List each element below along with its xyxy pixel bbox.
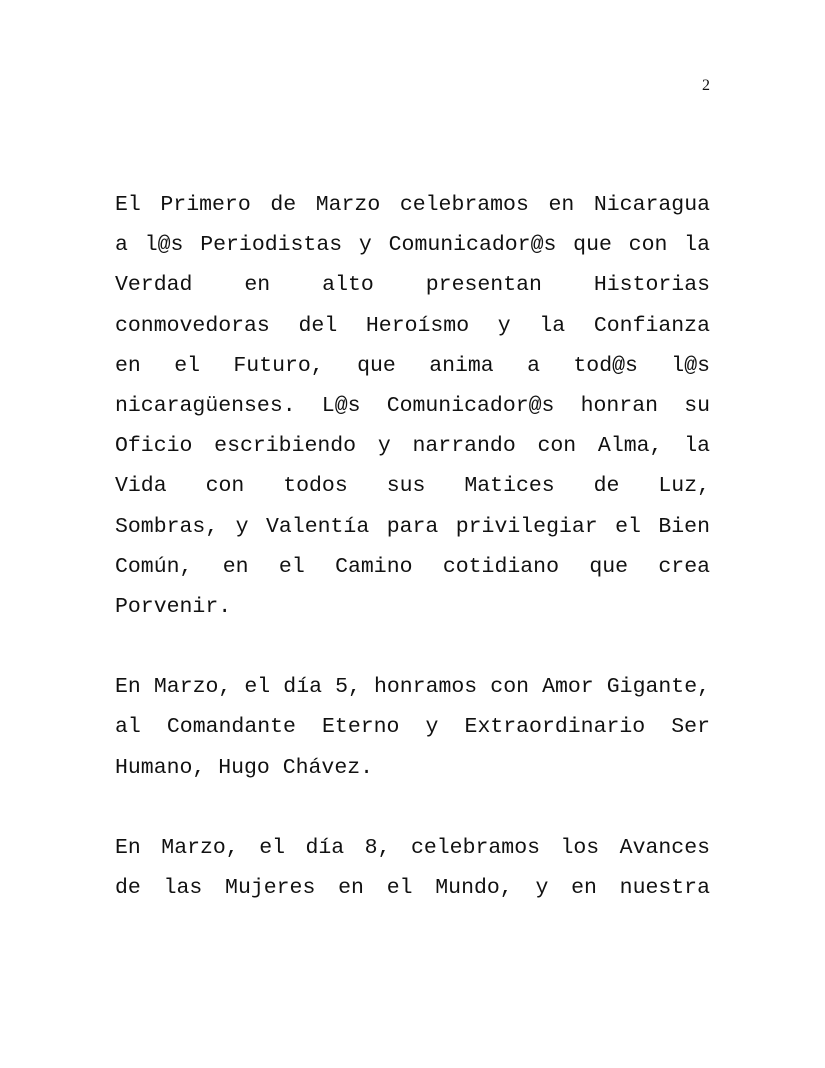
text-line: En Marzo, el día 5, honramos con Amor Gigante,: [115, 675, 710, 700]
text-line: Vida con todos sus Matices de Luz,: [115, 474, 710, 499]
text-line: nicaragüenses. L@s Comunicador@s honran su: [115, 393, 710, 418]
paragraph-3: [115, 828, 710, 908]
text-line: Sombras, y Valentía para privilegiar el Bien: [115, 514, 710, 539]
text-line: Oficio escribiendo y narrando con Alma, la: [115, 434, 710, 459]
text-line: En Marzo, el día 8, celebramos los Avances: [115, 836, 710, 860]
paragraph-1: [115, 185, 710, 627]
text-line: conmovedoras del Heroísmo y la Confianza: [115, 313, 710, 338]
text-line: Verdad en alto presentan Historias: [115, 273, 710, 298]
page-number: 2: [702, 77, 710, 94]
text-line: El Primero de Marzo celebramos en Nicaragua: [115, 193, 710, 217]
text-line: a l@s Periodistas y Comunicador@s que con la: [115, 233, 710, 258]
text-line: de las Mujeres en el Mundo, y en nuestra: [115, 876, 710, 901]
text-line: Común, en el Camino cotidiano que crea: [115, 554, 710, 579]
text-line: Humano, Hugo Chávez.: [115, 755, 374, 780]
text-line: Porvenir.: [115, 594, 232, 619]
text-line: al Comandante Eterno y Extraordinario Ser: [115, 715, 710, 740]
paragraph-2: [115, 667, 710, 788]
text-line: en el Futuro, que anima a tod@s l@s: [115, 353, 710, 378]
document-body: [115, 185, 710, 908]
